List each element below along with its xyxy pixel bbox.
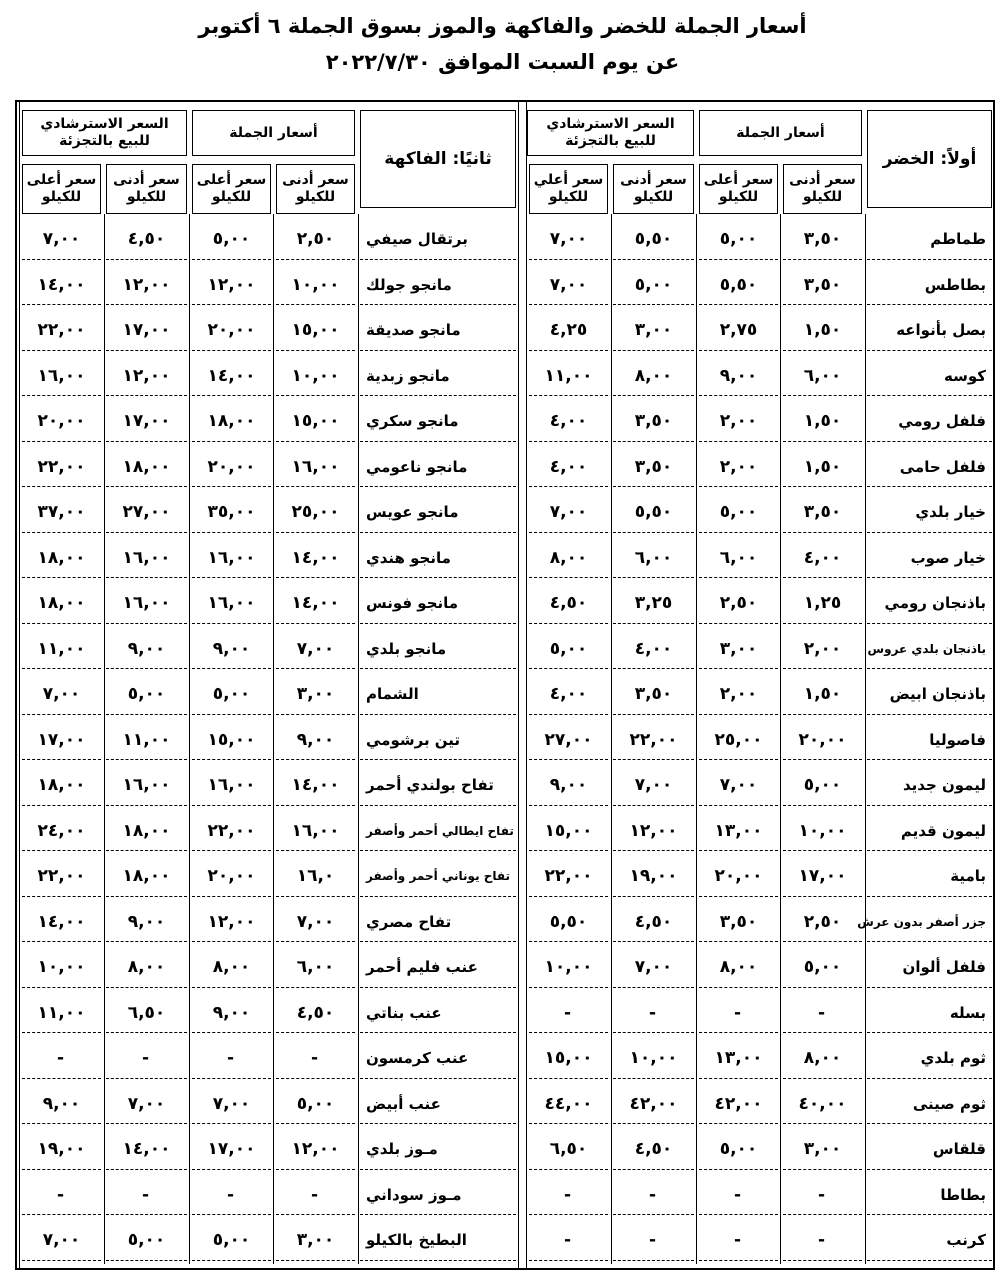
veg-name: باذنجان رومي [867, 584, 992, 624]
veg-price-cell: ٢,٥٠ [783, 903, 862, 943]
fruit-wholesale-header: أسعار الجملة [192, 110, 355, 156]
fruit-name: مانجو عويس [360, 493, 516, 533]
fruit-price-cell: ١٦,٠٠ [22, 357, 101, 397]
fruit-section-header: ثانيًا: الفاكهة [360, 110, 516, 208]
column-divider [273, 214, 274, 1264]
veg-price-cell: ٢,٠٠ [783, 630, 862, 670]
fruit-price-cell: ٢٠,٠٠ [192, 857, 271, 897]
fruit-price-cell: ١٧,٠٠ [106, 311, 187, 351]
price-sheet [15, 100, 995, 1270]
fruit-price-cell: ٧,٠٠ [276, 630, 355, 670]
column-divider [865, 214, 866, 1264]
fruit-name: تفاح بولندي أحمر [360, 766, 516, 806]
fruit-price-cell: ١٦,٠٠ [192, 766, 271, 806]
fruit-price-cell: ٥,٠٠ [276, 1085, 355, 1125]
fruit-name: عنب فليم أحمر [360, 948, 516, 988]
veg-price-cell: ٧,٠٠ [529, 493, 608, 533]
fruit-price-cell: ١١,٠٠ [106, 721, 187, 761]
veg-price-cell: ١٢,٠٠ [613, 812, 694, 852]
fruit-price-cell: ٣٧,٠٠ [22, 493, 101, 533]
fruit-name: مانجو هندي [360, 539, 516, 579]
veg-price-cell: ٩,٠٠ [699, 357, 778, 397]
veg-name: خيار صوب [867, 539, 992, 579]
fruit-name: مانجو صديقة [360, 311, 516, 351]
veg-name: بطاطس [867, 266, 992, 306]
veg-name: قلقاس [867, 1130, 992, 1170]
fruit-price-cell: - [106, 1039, 187, 1079]
fruit-price-cell: ٧,٠٠ [106, 1085, 187, 1125]
fruit-price-cell: - [276, 1176, 355, 1216]
veg-retail-max-header: سعر أعلي للكيلو [529, 164, 608, 214]
fruit-price-cell: ٢٥,٠٠ [276, 493, 355, 533]
fruit-name: تفاح ايطالي أحمر وأصفر [360, 812, 516, 852]
veg-price-cell: ٣,٢٥ [613, 584, 694, 624]
fruit-name: مانجو زبدية [360, 357, 516, 397]
fruit-price-cell: ٢٢,٠٠ [22, 311, 101, 351]
fruit-price-cell: ٦,٠٠ [276, 948, 355, 988]
fruit-price-cell: ١٧,٠٠ [22, 721, 101, 761]
fruit-price-cell: - [22, 1039, 101, 1079]
fruit-price-cell: ١٨,٠٠ [22, 584, 101, 624]
fruit-price-cell: ١٦,٠٠ [276, 812, 355, 852]
veg-price-cell: ٥,٥٠ [699, 266, 778, 306]
veg-price-cell: ٢,٥٠ [699, 584, 778, 624]
veg-price-cell: ٥,٥٠ [613, 493, 694, 533]
veg-retail-header: السعر الاسترشادي للبيع بالتجزئة [527, 110, 694, 156]
veg-price-cell: ٣,٥٠ [783, 220, 862, 260]
page-subtitle: عن يوم السبت الموافق ٢٠٢٢/٧/٣٠ [325, 50, 680, 74]
veg-price-cell: - [529, 1176, 608, 1216]
veg-price-cell: ٤,٠٠ [529, 402, 608, 442]
veg-min-kilo-header: سعر أدنى للكيلو [783, 164, 862, 214]
veg-price-cell: ٥,٠٠ [699, 493, 778, 533]
veg-price-cell: ٥,٠٠ [613, 266, 694, 306]
column-divider [189, 214, 190, 1264]
fruit-price-cell: ٩,٠٠ [276, 721, 355, 761]
veg-name: فاصوليا [867, 721, 992, 761]
fruit-price-cell: ١٨,٠٠ [22, 539, 101, 579]
column-divider [696, 214, 697, 1264]
veg-price-cell: ٢,٠٠ [699, 675, 778, 715]
fruit-price-cell: ١٦,٠٠ [276, 448, 355, 488]
fruit-price-cell: ١٥,٠٠ [276, 311, 355, 351]
fruit-price-cell: ٩,٠٠ [22, 1085, 101, 1125]
fruit-retail-min-header: سعر أدنى للكيلو [106, 164, 187, 214]
veg-price-cell: ٤٢,٠٠ [699, 1085, 778, 1125]
veg-price-cell: ٥,٠٠ [529, 630, 608, 670]
veg-price-cell: - [783, 1176, 862, 1216]
veg-name: خيار بلدي [867, 493, 992, 533]
veg-name: طماطم [867, 220, 992, 260]
veg-name: باذنجان بلدي عروس [867, 630, 992, 670]
fruit-price-cell: ١٢,٠٠ [106, 357, 187, 397]
veg-price-cell: ٢٥,٠٠ [699, 721, 778, 761]
column-divider [611, 214, 612, 1264]
veg-price-cell: - [613, 1176, 694, 1216]
page-title: أسعار الجملة للخضر والفاكهة والموز بسوق الجملة ٦ أكتوبر [198, 14, 807, 38]
fruit-price-cell: ١٦,٠٠ [106, 584, 187, 624]
veg-name: بسله [867, 994, 992, 1034]
fruit-price-cell: ١٨,٠٠ [106, 812, 187, 852]
fruit-price-cell: ١٤,٠٠ [22, 266, 101, 306]
veg-name: بطاطا [867, 1176, 992, 1216]
fruits-group [19, 102, 519, 1268]
veg-price-cell: ١٧,٠٠ [783, 857, 862, 897]
veg-name: ثوم صينى [867, 1085, 992, 1125]
veg-price-cell: ٤,٠٠ [529, 675, 608, 715]
fruit-price-cell: ١٤,٠٠ [22, 903, 101, 943]
fruit-price-cell: ١٨,٠٠ [22, 766, 101, 806]
fruit-price-cell: ٥,٠٠ [106, 675, 187, 715]
fruit-name: تفاح يوناني أحمر وأصفر [360, 857, 516, 897]
veg-price-cell: ٥,٠٠ [783, 948, 862, 988]
fruit-price-cell: ١١,٠٠ [22, 994, 101, 1034]
veg-price-cell: ٦,٠٠ [699, 539, 778, 579]
fruit-price-cell: ٢٢,٠٠ [22, 857, 101, 897]
fruit-price-cell: ٩,٠٠ [106, 903, 187, 943]
fruit-price-cell: ٥,٠٠ [192, 220, 271, 260]
veg-price-cell: ٣,٥٠ [613, 675, 694, 715]
veg-price-cell: ١١,٠٠ [529, 357, 608, 397]
veg-price-cell: ٨,٠٠ [529, 539, 608, 579]
fruit-price-cell: ١٦,٠٠ [192, 539, 271, 579]
fruit-price-cell: ٢٤,٠٠ [22, 812, 101, 852]
veg-price-cell: ١,٢٥ [783, 584, 862, 624]
fruit-price-cell: ١٠,٠٠ [276, 266, 355, 306]
veg-price-cell: ٢٧,٠٠ [529, 721, 608, 761]
veg-price-cell: ٤,٢٥ [529, 311, 608, 351]
veg-price-cell: ٤,٠٠ [529, 448, 608, 488]
veg-price-cell: ٣,٠٠ [613, 311, 694, 351]
veg-price-cell: - [529, 1221, 608, 1261]
veg-price-cell: ١٠,٠٠ [613, 1039, 694, 1079]
fruit-name: مانجو فونس [360, 584, 516, 624]
veg-price-cell: ٤٤,٠٠ [529, 1085, 608, 1125]
fruit-price-cell: ١٠,٠٠ [276, 357, 355, 397]
veg-price-cell: ٤,٠٠ [783, 539, 862, 579]
fruit-price-cell: ١٩,٠٠ [22, 1130, 101, 1170]
veg-name: بامية [867, 857, 992, 897]
fruit-name: البطيخ بالكيلو [360, 1221, 516, 1261]
veg-price-cell: ٤,٥٠ [529, 584, 608, 624]
veg-name: فلفل ألوان [867, 948, 992, 988]
veg-price-cell: ٧,٠٠ [613, 948, 694, 988]
veg-name: ليمون قديم [867, 812, 992, 852]
fruit-price-cell: ٤,٥٠ [106, 220, 187, 260]
veg-name: ثوم بلدي [867, 1039, 992, 1079]
fruit-price-cell: ٧,٠٠ [22, 1221, 101, 1261]
fruit-price-cell: ٥,٠٠ [106, 1221, 187, 1261]
fruit-name: عنب بناتي [360, 994, 516, 1034]
fruit-price-cell: - [192, 1039, 271, 1079]
fruit-price-cell: - [192, 1176, 271, 1216]
fruit-price-cell: ١٠,٠٠ [22, 948, 101, 988]
fruit-price-cell: ١٥,٠٠ [192, 721, 271, 761]
fruit-name: الشمام [360, 675, 516, 715]
fruit-price-cell: ٢٢,٠٠ [192, 812, 271, 852]
veg-price-cell: ٤٢,٠٠ [613, 1085, 694, 1125]
fruit-name: مانجو سكري [360, 402, 516, 442]
fruit-price-cell: ١٤,٠٠ [276, 584, 355, 624]
veg-price-cell: - [699, 1176, 778, 1216]
fruit-price-cell: ٢٠,٠٠ [192, 311, 271, 351]
fruit-price-cell: ٢٠,٠٠ [192, 448, 271, 488]
veg-price-cell: ٨,٠٠ [613, 357, 694, 397]
fruit-name: مانجو ناعومي [360, 448, 516, 488]
veg-price-cell: ٣,٥٠ [783, 493, 862, 533]
veg-price-cell: ٢,٠٠ [699, 448, 778, 488]
veg-price-cell: ٢,٧٥ [699, 311, 778, 351]
veg-price-cell: ١,٥٠ [783, 448, 862, 488]
fruit-name: مانجو جولك [360, 266, 516, 306]
fruit-price-cell: ٧,٠٠ [22, 220, 101, 260]
vegetables-group [526, 102, 995, 1268]
veg-name: كرنب [867, 1221, 992, 1261]
veg-price-cell: ٤,٠٠ [613, 630, 694, 670]
fruit-price-cell: ١٢,٠٠ [276, 1130, 355, 1170]
fruit-retail-max-header: سعر أعلى للكيلو [22, 164, 101, 214]
fruit-price-cell: ١٢,٠٠ [192, 903, 271, 943]
fruit-retail-header: السعر الاسترشادي للبيع بالتجزئة [22, 110, 187, 156]
veg-price-cell: ٣,٥٠ [613, 402, 694, 442]
fruit-min-kilo-header: سعر أدنى للكيلو [276, 164, 355, 214]
fruit-price-cell: ٧,٠٠ [276, 903, 355, 943]
fruit-price-cell: ١٥,٠٠ [276, 402, 355, 442]
fruit-price-cell: ١١,٠٠ [22, 630, 101, 670]
veg-price-cell: - [613, 994, 694, 1034]
veg-price-cell: ٦,٥٠ [529, 1130, 608, 1170]
veg-price-cell: ٥,٠٠ [699, 1130, 778, 1170]
fruit-price-cell: ٤,٥٠ [276, 994, 355, 1034]
fruit-price-cell: ٧,٠٠ [192, 1085, 271, 1125]
fruit-price-cell: ١٦,٠ [276, 857, 355, 897]
veg-name: ليمون جديد [867, 766, 992, 806]
fruit-price-cell: - [106, 1176, 187, 1216]
veg-price-cell: ٥,٠٠ [699, 220, 778, 260]
fruit-price-cell: ١٦,٠٠ [192, 584, 271, 624]
veg-name: بصل بأنواعه [867, 311, 992, 351]
fruit-price-cell: ١٤,٠٠ [106, 1130, 187, 1170]
veg-name: جزر أصفر بدون عرش [867, 903, 992, 943]
veg-price-cell: ١٥,٠٠ [529, 1039, 608, 1079]
veg-price-cell: - [529, 994, 608, 1034]
fruit-price-cell: ٢٠,٠٠ [22, 402, 101, 442]
fruit-price-cell: ٩,٠٠ [192, 630, 271, 670]
fruit-price-cell: - [22, 1176, 101, 1216]
column-divider [104, 214, 105, 1264]
veg-price-cell: ٢٠,٠٠ [699, 857, 778, 897]
veg-price-cell: ١,٥٠ [783, 402, 862, 442]
veg-price-cell: ٧,٠٠ [613, 766, 694, 806]
veg-price-cell: ٢٢,٠٠ [529, 857, 608, 897]
fruit-price-cell: ٦,٥٠ [106, 994, 187, 1034]
veg-price-cell: ٥,٥٠ [529, 903, 608, 943]
veg-price-cell: ٥,٠٠ [783, 766, 862, 806]
fruit-max-kilo-header: سعر أعلى للكيلو [192, 164, 271, 214]
fruit-price-cell: ٨,٠٠ [192, 948, 271, 988]
fruit-name: مانجو بلدي [360, 630, 516, 670]
veg-price-cell: ٦,٠٠ [783, 357, 862, 397]
fruit-name: عنب كرمسون [360, 1039, 516, 1079]
fruit-price-cell: ١٨,٠٠ [106, 448, 187, 488]
veg-name: باذنجان ابيض [867, 675, 992, 715]
veg-price-cell: ١٥,٠٠ [529, 812, 608, 852]
veg-price-cell: ٢,٠٠ [699, 402, 778, 442]
fruit-price-cell: ٥,٠٠ [192, 1221, 271, 1261]
veg-price-cell: ٧,٠٠ [699, 766, 778, 806]
veg-price-cell: ١٩,٠٠ [613, 857, 694, 897]
fruit-price-cell: ١٨,٠٠ [192, 402, 271, 442]
veg-price-cell: ٣,٠٠ [699, 630, 778, 670]
veg-price-cell: - [783, 994, 862, 1034]
fruit-name: تفاح مصري [360, 903, 516, 943]
fruit-price-cell: ٣,٠٠ [276, 675, 355, 715]
fruit-name: تين برشومي [360, 721, 516, 761]
veg-price-cell: ٥,٥٠ [613, 220, 694, 260]
veg-price-cell: ١,٥٠ [783, 311, 862, 351]
fruit-price-cell: ٢,٥٠ [276, 220, 355, 260]
veg-price-cell: ٤٠,٠٠ [783, 1085, 862, 1125]
fruit-price-cell: ١٦,٠٠ [106, 539, 187, 579]
fruit-name: مـوز بلدي [360, 1130, 516, 1170]
veg-price-cell: ٩,٠٠ [529, 766, 608, 806]
fruit-price-cell: ٢٧,٠٠ [106, 493, 187, 533]
veg-price-cell: ٣,٥٠ [613, 448, 694, 488]
veg-name: فلفل رومي [867, 402, 992, 442]
fruit-price-cell: ٨,٠٠ [106, 948, 187, 988]
fruit-price-cell: ١٢,٠٠ [192, 266, 271, 306]
fruit-price-cell: ١٧,٠٠ [106, 402, 187, 442]
veg-wholesale-header: أسعار الجملة [699, 110, 862, 156]
veg-price-cell: ٤,٥٠ [613, 903, 694, 943]
veg-price-cell: - [699, 1221, 778, 1261]
fruit-price-cell: ١٧,٠٠ [192, 1130, 271, 1170]
veg-price-cell: ١,٥٠ [783, 675, 862, 715]
fruit-price-cell: ٣٥,٠٠ [192, 493, 271, 533]
fruit-price-cell: ١٤,٠٠ [276, 539, 355, 579]
fruit-price-cell: ٣,٠٠ [276, 1221, 355, 1261]
veg-price-cell: ٦,٠٠ [613, 539, 694, 579]
veg-section-header: أولاً: الخضر [867, 110, 992, 208]
fruit-price-cell: ١٦,٠٠ [106, 766, 187, 806]
veg-price-cell: - [699, 994, 778, 1034]
veg-price-cell: ١٣,٠٠ [699, 1039, 778, 1079]
fruit-price-cell: ٥,٠٠ [192, 675, 271, 715]
veg-price-cell: - [613, 1221, 694, 1261]
veg-price-cell: ٢٢,٠٠ [613, 721, 694, 761]
veg-price-cell: ١٠,٠٠ [783, 812, 862, 852]
veg-max-kilo-header: سعر أعلى للكيلو [699, 164, 778, 214]
veg-price-cell: ١٣,٠٠ [699, 812, 778, 852]
veg-retail-min-header: سعر أدنى للكيلو [613, 164, 694, 214]
fruit-price-cell: ٩,٠٠ [192, 994, 271, 1034]
fruit-price-cell: ٩,٠٠ [106, 630, 187, 670]
column-divider [358, 214, 359, 1264]
fruit-price-cell: ٧,٠٠ [22, 675, 101, 715]
fruit-price-cell: ١٤,٠٠ [192, 357, 271, 397]
veg-price-cell: ٣,٥٠ [783, 266, 862, 306]
veg-price-cell: ١٠,٠٠ [529, 948, 608, 988]
fruit-price-cell: ١٤,٠٠ [276, 766, 355, 806]
veg-price-cell: ٧,٠٠ [529, 266, 608, 306]
veg-price-cell: ٤,٥٠ [613, 1130, 694, 1170]
veg-price-cell: - [783, 1221, 862, 1261]
fruit-name: مـوز سوداني [360, 1176, 516, 1216]
veg-price-cell: ٨,٠٠ [699, 948, 778, 988]
veg-price-cell: ٨,٠٠ [783, 1039, 862, 1079]
veg-price-cell: ٧,٠٠ [529, 220, 608, 260]
veg-name: فلفل حامى [867, 448, 992, 488]
veg-name: كوسه [867, 357, 992, 397]
fruit-price-cell: ١٢,٠٠ [106, 266, 187, 306]
veg-price-cell: ٣,٠٠ [783, 1130, 862, 1170]
fruit-name: عنب أبيض [360, 1085, 516, 1125]
fruit-price-cell: - [276, 1039, 355, 1079]
fruit-price-cell: ٢٢,٠٠ [22, 448, 101, 488]
column-divider [780, 214, 781, 1264]
veg-price-cell: ٣,٥٠ [699, 903, 778, 943]
fruit-price-cell: ١٨,٠٠ [106, 857, 187, 897]
fruit-name: برتقال صيفي [360, 220, 516, 260]
veg-price-cell: ٢٠,٠٠ [783, 721, 862, 761]
